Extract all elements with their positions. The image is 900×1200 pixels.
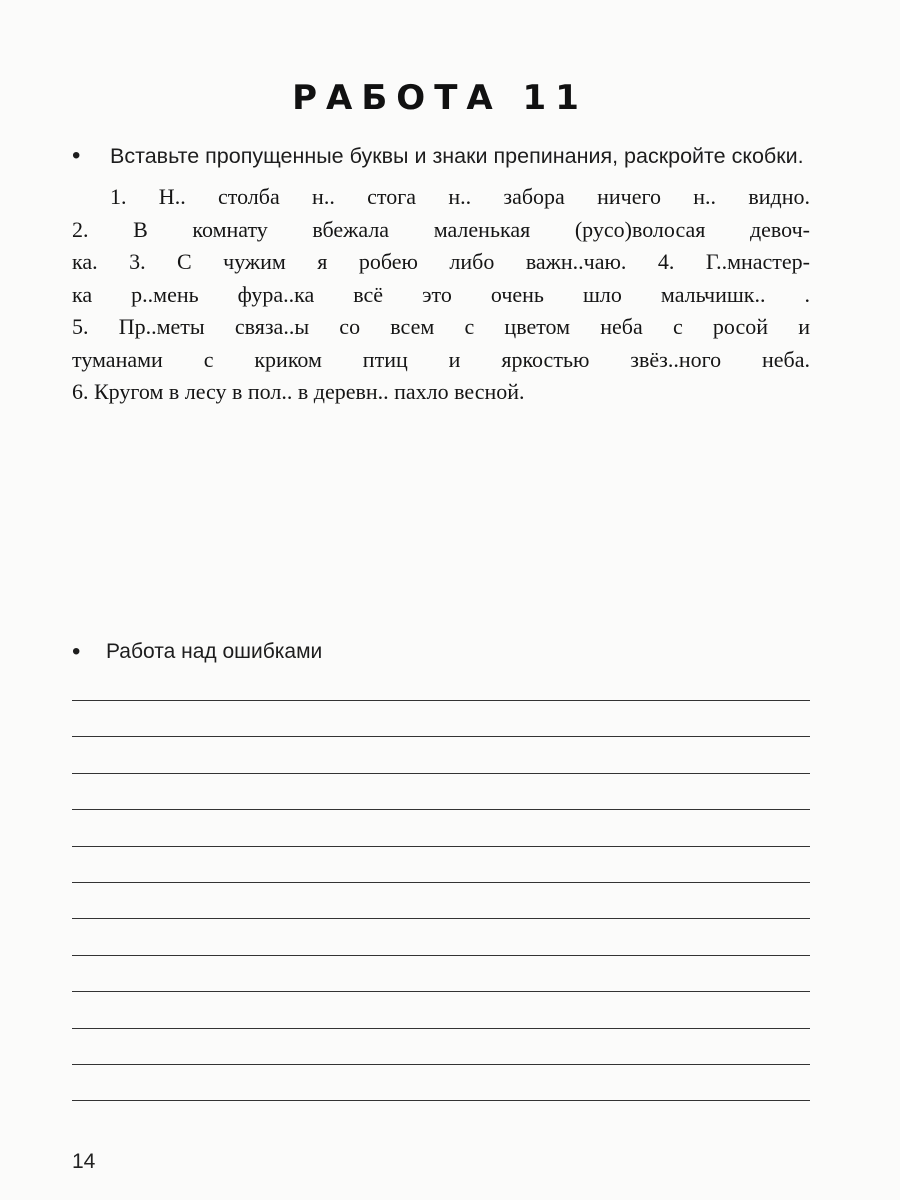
exercise-line: 1. Н.. столба н.. стога н.. забора ничего н.. видно. xyxy=(110,184,810,209)
instruction xyxy=(72,140,810,172)
writing-line xyxy=(72,919,810,955)
writing-line xyxy=(72,956,810,992)
writing-line xyxy=(72,774,810,810)
writing-line xyxy=(72,1029,810,1065)
exercise-line: ка. 3. С чужим я робею либо важн..чаю. 4. Г..мнастер- xyxy=(72,249,810,274)
exercise-text xyxy=(72,181,810,409)
exercise-line: 5. Пр..меты связа..ы со всем с цветом неба с росой и xyxy=(72,314,810,339)
page-title: РАБОТА 11 xyxy=(292,78,588,118)
task-block xyxy=(72,140,810,409)
writing-line xyxy=(72,883,810,919)
errors-section-label: Работа над ошибками xyxy=(106,640,323,663)
page-number: 14 xyxy=(72,1150,96,1173)
writing-line xyxy=(72,847,810,883)
exercise-line: ка р..мень фура..ка всё это очень шло мальчишк.. . xyxy=(72,281,810,307)
bullet-icon: • xyxy=(72,638,81,665)
bullet-icon: • xyxy=(72,142,81,169)
writing-line xyxy=(72,992,810,1028)
writing-lines xyxy=(72,700,810,1101)
exercise-line: 6. Кругом в лесу в пол.. в деревн.. пахло весной. xyxy=(72,379,525,404)
exercise-line: туманами с криком птиц и яркостью звёз..ного неба. xyxy=(72,346,810,372)
writing-line xyxy=(72,1065,810,1101)
instruction-text: Вставьте пропущенные буквы и знаки препинания, раскройте скобки. xyxy=(110,144,804,168)
writing-line xyxy=(72,737,810,773)
exercise-line: 2. В комнату вбежала маленькая (русо)волосая девоч- xyxy=(72,216,810,242)
errors-section-heading xyxy=(72,636,812,668)
writing-line xyxy=(72,701,810,737)
writing-line xyxy=(72,810,810,846)
